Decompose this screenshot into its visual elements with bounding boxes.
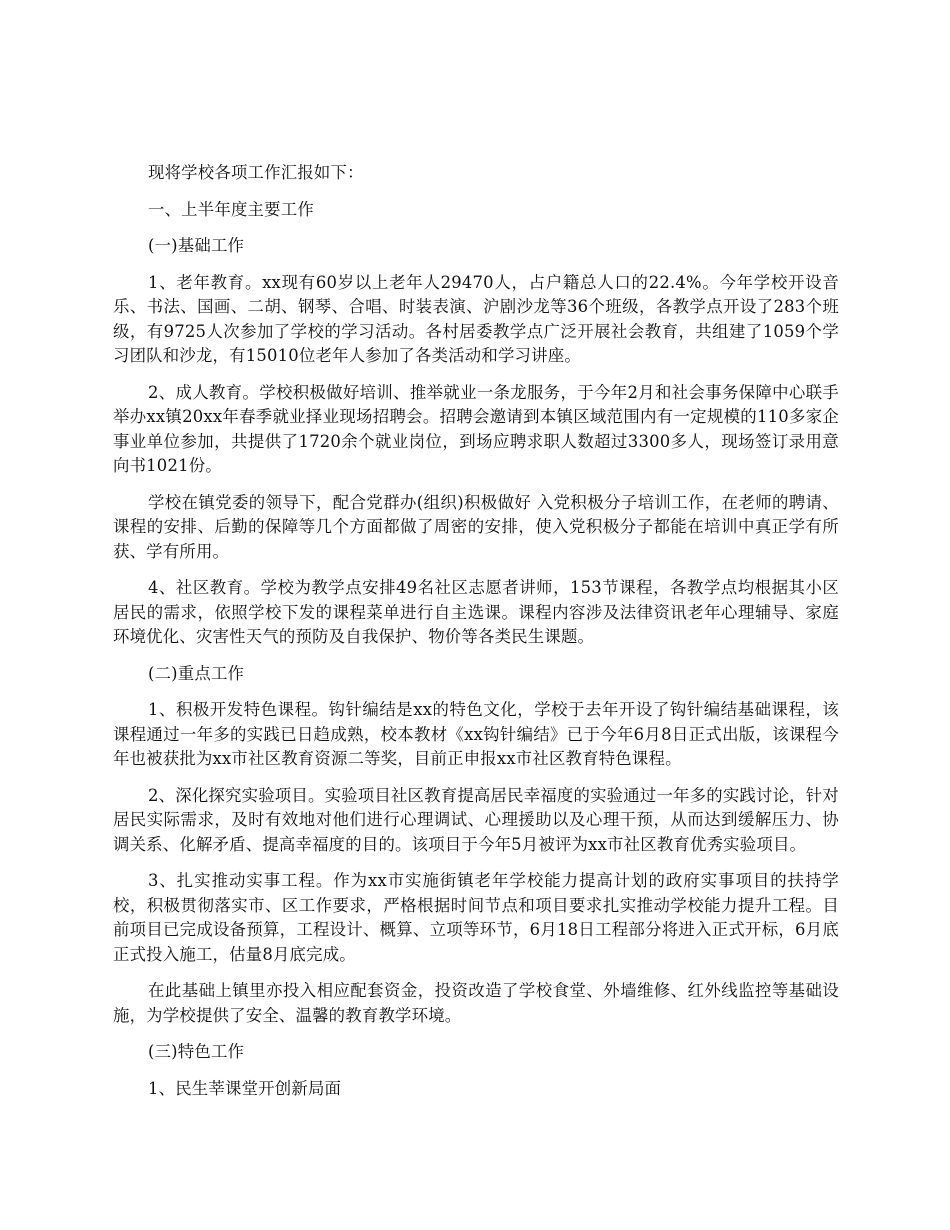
paragraph-community-education: 4、社区教育。学校为教学点安排49名社区志愿者讲师，153节课程，各教学点均根据其小区居民的需求，依照学校下发的课程菜单进行自主选课。课程内容涉及法律资讯老年心理辅导、家庭环境优化、灾害性天气的预防及自我保护、物价等各类民生课题。: [113, 578, 839, 646]
subsection-title-featured-work: (三)特色工作: [148, 1042, 245, 1061]
subsection-title-key-work: (二)重点工作: [148, 663, 245, 683]
paragraph-elderly-education: 1、老年教育。xx现有60岁以上老年人29470人，占户籍总人口的22.4%。今年学校开设音乐、书法、国画、二胡、钢琴、合唱、时装表演、沪剧沙龙等36个班级，各教学点开设了283个班级，有9725人次参加了学校的学习活动。各村居委教学点广泛开展社会教育，共组建了1059个学习团队和沙龙，有15010位老年人参加了各类活动和学习讲座。: [113, 272, 839, 365]
paragraph-infrastructure: 在此基础上镇里亦投入相应配套资金，投资改造了学校食堂、外墙维修、红外线监控等基础设施，为学校提供了安全、温馨的教育教学环境。: [113, 981, 839, 1025]
paragraph-adult-education: 2、成人教育。学校积极做好培训、推举就业一条龙服务，于今年2月和社会事务保障中心联手举办xx镇20xx年春季就业择业现场招聘会。招聘会邀请到本镇区域范围内有一定规模的110多家企事业单位参加，共提供了1720余个就业岗位，到场应聘求职人数超过3300多人，现场签订录用意向书1021份。: [113, 382, 839, 475]
document-page: [113, 161, 839, 1113]
featured-item-1: 1、民生莘课堂开创新局面: [148, 1078, 342, 1098]
subsection-title-basic-work: (一)基础工作: [148, 236, 245, 255]
intro-line: 现将学校各项工作汇报如下：: [148, 163, 364, 182]
paragraph-party-training: 学校在镇党委的领导下，配合党群办(组织)积极做好 入党积极分子培训工作，在老师的聘请、课程的安排、后勤的保障等几个方面都做了周密的安排，使入党积极分子都能在培训中真正学有所获、学有所用。: [113, 492, 839, 561]
paragraph-experiment-project: 2、深化探究实验项目。实验项目社区教育提高居民幸福度的实验通过一年多的实践讨论，针对居民实际需求，及时有效地对他们进行心理调试、心理援助以及心理干预，从而达到缓解压力、协调关系、化解矛盾、提高幸福度的目的。该项目于今年5月被评为xx市社区教育优秀实验项目。: [113, 785, 839, 854]
section-title-first-half-work: 一、上半年度主要工作: [148, 199, 314, 219]
paragraph-special-courses: 1、积极开发特色课程。钩针编结是xx的特色文化，学校于去年开设了钩针编结基础课程，该课程通过一年多的实践已日趋成熟，校本教材《xx钩针编结》已于今年6月8日正式出版，该课程今年也被获批为xx市社区教育资源二等奖，目前正申报xx市社区教育特色课程。: [113, 700, 839, 768]
paragraph-practical-project: 3、扎实推动实事工程。作为xx市实施街镇老年学校能力提高计划的政府实事项目的扶持学校，积极贯彻落实市、区工作要求，严格根据时间节点和项目要求扎实推动学校能力提升工程。目前项目已完成设备预算，工程设计、概算、立项等环节，6月18日工程部分将进入正式开标，6月底正式投入施工，估量8月底完成。: [113, 871, 839, 964]
